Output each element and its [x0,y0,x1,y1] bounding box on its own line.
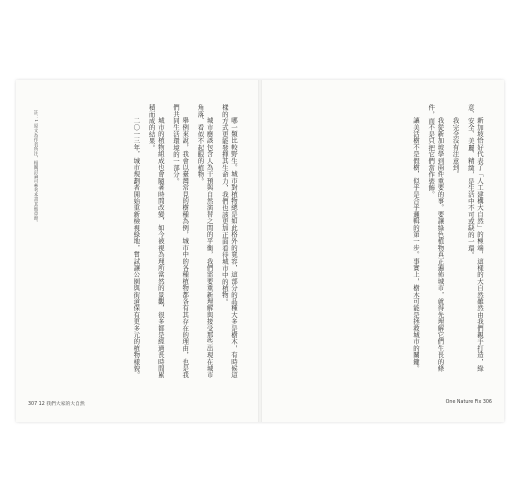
paragraph: 城市的植物組成也會隨著時間改變，如今被視為理所當然的景觀，很多都是經過長時間累積而成的結果。 [147,104,165,379]
paragraph: 哪一類比較野生。城市對植物總是如此格外的寬容，這部分的品種大多是樹木，有時候這樣的方式更能發揮其生命力，我們也該更加正面看待城市中的植物。 [220,104,238,379]
paragraph: 舉例來說，我會以臺灣常見的樹種為例，城市中的各種植物都各有其存在的理由，也是我們共同生活環境的一部分。 [171,104,190,379]
paragraph: 城市應該包含人為干預與自然演替之間的平衡，我們需要重新理解與接受那些出現在城市角落、看似不起眼的植物。 [196,104,214,379]
left-page-body [42,104,238,384]
paragraph: 二〇一三年，城市規劃者開始重新檢視綠地，嘗試讓公園與街道保有更多元的植物樣貌。 [132,116,141,379]
paragraph: 我完全沒有注意到。 [451,116,460,178]
paragraph: 讓美活樹不是假樹，似乎是合乎邏輯的第一步。事實上，樹木可能是拯救城市的關鍵。 [411,116,420,372]
right-page [260,80,504,422]
book-spread [16,80,504,422]
left-page [16,80,260,422]
right-page-body [284,104,484,384]
paragraph: 新加坡恰好代表了「人工建構大自然」的極端，這樣的大自然雖然由我們親手打造，綠意、安全、美麗、精緻，是生活中不可或缺的一環。 [466,104,484,372]
paragraph: 我從新加坡學到兩件重要的事。要讓綠色植物真正遍佈城市，就得先理解它們生長的條件，而不是只把它們當作裝飾。 [427,104,445,372]
right-folio: One Nature Fix 306 [445,400,492,405]
left-folio: 307 12 我們大家的大自然 [28,402,85,407]
footnote: 註：1 原文為作者所注，相關討論可參考本書其他章節。 [33,110,38,225]
